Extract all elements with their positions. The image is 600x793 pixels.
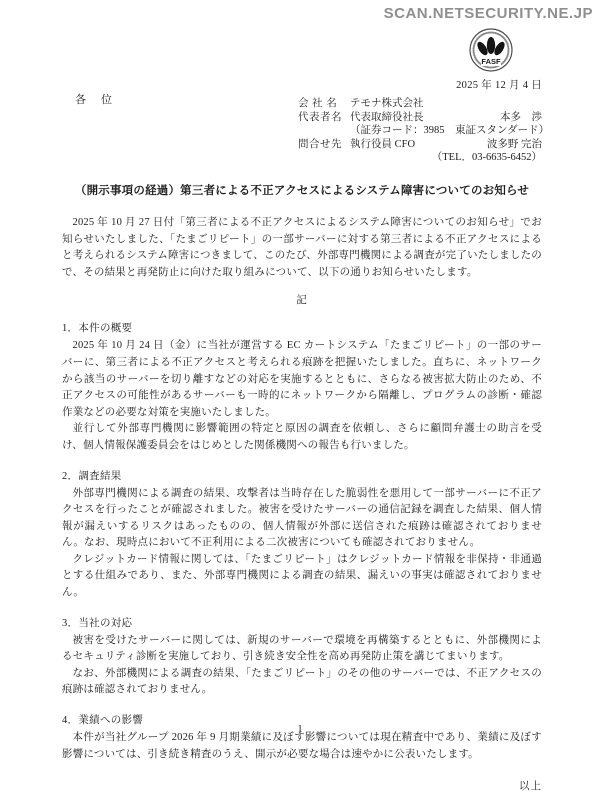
contact-label: 問合せ先 (298, 138, 342, 150)
section-response-paragraph: 被害を受けたサーバーに関しては、新規のサーバーで環境を再構築するとともに、外部機関によるセキュリティ診断を実施しており、引き続き安全性を高め再発防止策を講じてまいります。 (62, 634, 542, 663)
section-overview-paragraph: 並行して外部専門機関に影響範囲の特定と原因の調査を依頼し、さらに顧問弁護士の助言を受け、個人情報保護委員会をはじめとした関係機関への報告も行いました。 (62, 423, 542, 451)
company-info-block (298, 97, 550, 165)
section-impact-heading: 4．業績への影響 (62, 715, 144, 727)
representative-title: 代表取締役社長 (350, 111, 424, 123)
document-date: 2025 年 12 月 4 日 (456, 80, 542, 91)
phone-row (298, 151, 542, 165)
section-overview (62, 320, 542, 454)
representative-name: 本多 渉 (500, 111, 542, 123)
addressee: 各 位 (75, 94, 114, 106)
company-name-label: 会 社 名 (298, 98, 338, 109)
section-impact-paragraph: 本件が当社グループ 2026 年 9 月期業績に及ぼす影響については現在精査中であり、業績に及ぼす影響については、引き続き精査のうえ、開示が必要な場合は速やかに公表いたします。 (62, 732, 542, 760)
closing-marker: 以上 (519, 781, 542, 793)
phone-number: （TEL．03-6635-6452） (431, 152, 542, 164)
section-response-paragraph: なお、外部機関による調査の結果、「たまごリピート」のその他のサーバーでは、不正アクセスの痕跡は確認されておりません。 (62, 667, 542, 696)
stock-code-label (298, 124, 350, 138)
section-overview-heading: 1．本件の概要 (62, 323, 133, 335)
fasf-logo-label: FASF (481, 57, 501, 66)
section-company-response (62, 615, 542, 699)
company-name-value: テモナ株式会社 (350, 98, 424, 109)
representative-row (298, 111, 542, 125)
phone-label (298, 151, 350, 165)
section-response-heading: 3．当社の対応 (62, 617, 133, 629)
contact-title: 執行役員 CFO (350, 138, 416, 150)
contact-name: 波多野 完治 (486, 138, 542, 150)
watermark: SCAN.NETSECURITY.NE.JP (383, 5, 593, 22)
section-investigation-results (62, 468, 542, 602)
page-title: （開示事項の経過）第三者による不正アクセスによるシステム障害についてのお知らせ (74, 184, 530, 197)
intro-paragraph: 2025 年 10 月 27 日付「第三者による不正アクセスによるシステム障害についてのお知らせ」でお知らせいたしました、「たまごリピート」の一部サーバーに対する第三者による不正アクセスによると考えられるシステム障害につきまして、このたび、外部専門機関による調査が完了いたしましたので、その結果と再発防止に向けた取り組みについて、以下の通りお知らせいたします。 (62, 216, 542, 278)
representative-label: 代表者名 (298, 111, 342, 123)
section-investigation-paragraph: クレジットカード情報に関しては、「たまごリピート」はクレジットカード情報を非保持・非通過とする仕組みであり、また、外部専門機関による調査の結果、漏えいの事実は確認されておりません。 (62, 553, 542, 599)
stock-code-text: （証券コード：3985 東証スタンダード） (350, 125, 550, 137)
company-name-row (298, 97, 542, 111)
section-investigation-paragraph: 外部専門機関による調査の結果、攻撃者は当時存在した脆弱性を悪用して一部サーバーに不正アクセスを行ったことが確認されました。被害を受けたサーバーの通信記録を調査した結果、個人情報が漏えいするリスクはあったものの、個人情報が外部に送信された痕跡は確認されておりません。なお、現時点において不正利用による二次被害についても確認されておりません。 (62, 487, 542, 549)
contact-row (298, 138, 542, 152)
section-business-impact (62, 712, 542, 763)
fasf-logo-svg (468, 27, 514, 73)
page-number: 1 (297, 724, 303, 735)
fasf-logo-icon (468, 27, 514, 73)
stock-code-row (298, 124, 550, 138)
section-overview-paragraph: 2025 年 10 月 24 日（金）に当社が運営する EC カートシステム「たまごリピート」の一部のサーバーに、第三者による不正アクセスと考えられる痕跡を把握いたしました。直ちに、ネットワークから該当のサーバーを切り離すなどの対応を実施するとともに、さらなる被害拡大防止のため、不正アクセスの可能性があるサーバーも一時的にネットワークから隔離し、プログラムの診断・確認作業などの必要な対策を実施いたしました。 (62, 340, 542, 418)
phone-value (350, 151, 432, 165)
ki-marker: 記 (296, 295, 308, 307)
section-investigation-heading: 2．調査結果 (62, 470, 122, 482)
